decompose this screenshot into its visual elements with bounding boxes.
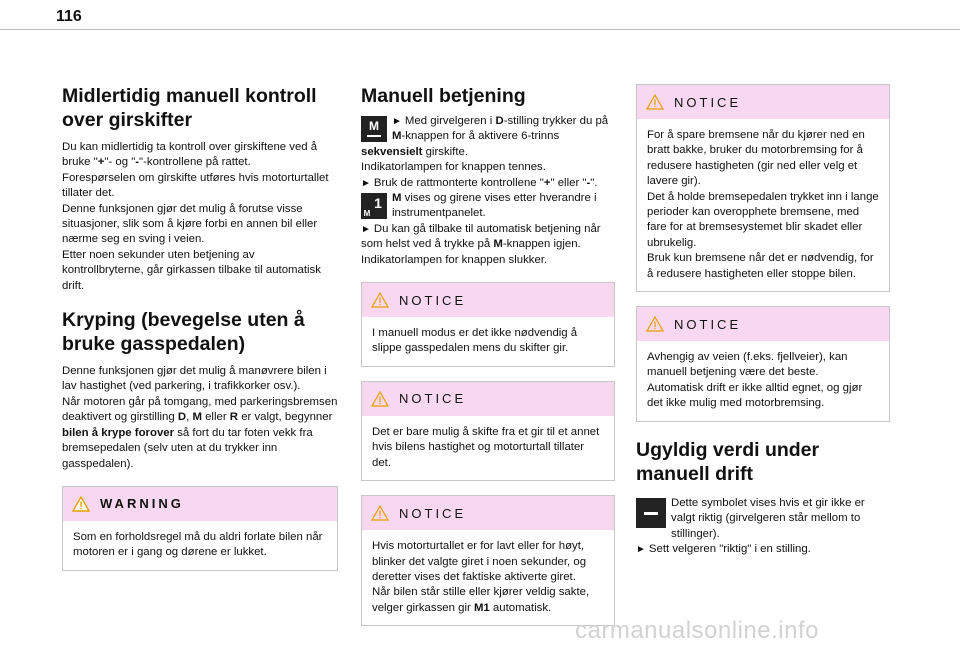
svg-text:M: M [369,119,379,133]
notice-text: Når bilen står stille eller kjører veldig sakte, velger girkassen gir M1 automatisk. [372,586,590,614]
heading-creeping: Kryping (bevegelse uten å bruke gasspedalen) [62,309,305,356]
gear-display-icon [361,193,387,219]
notice-text: Hvis motorturtallet er for lavt eller for høyt, blinker det valgte giret i noen sekunder, og deretter vises det faktiske aktiverte giret. [372,540,587,583]
step-3-note: Indikatorlampen for knappen slukker. [361,253,548,266]
notice-icon [646,94,664,110]
notice-text: Automatisk drift er ikke alltid egnet, og gjør det ikke mulig med motorbremsing. [647,381,863,410]
paragraph: Etter noen sekunder uten betjening av kontrollbryterne, går girkassen tilbake til automatisk drift. [62,248,321,292]
notice-box-3 [361,495,615,626]
paragraph: ► Sett velgeren "riktig" i en stilling. [636,542,811,555]
watermark: carmanualsonline.info [575,617,819,644]
m-button-icon [361,116,387,142]
warning-header [63,487,337,521]
paragraph: Denne funksjonen gjør det mulig å forutse visse situasjoner, slik som å kjøre forbi en annen bil eller nærme seg en sving i veien. [62,202,318,246]
heading-manual-control: Midlertidig manuell kontroll over girskifter [62,85,317,131]
paragraph: Forespørselen om girskifte utføres hvis motorturtallet tillater det. [62,171,329,200]
notice-title: NOTICE [399,292,467,308]
notice-header [362,382,614,416]
notice-box-2 [361,381,615,481]
column-3 [636,84,890,557]
notice-header [362,496,614,530]
warning-icon [72,496,90,512]
svg-text:1: 1 [374,195,382,212]
warning-title: WARNING [100,496,184,512]
step-2-note: M vises og girene vises etter hverandre i instrumentpanelet. [392,192,597,220]
heading-manual-operation: Manuell betjening [361,85,526,107]
notice-box-5 [636,306,890,422]
paragraph: Denne funksjonen gjør det mulig å manøvrere bilen i lav hastighet (ved parkering, i trafikkorker osv.). [62,365,327,393]
notice-title: NOTICE [399,505,467,521]
notice-text: I manuell modus er det ikke nødvendig å slippe gasspedalen mens du skifter gir. [372,327,578,355]
notice-header [362,283,614,317]
paragraph: Du kan midlertidig ta kontroll over girskiftene ved å bruke "+"- og "-"-kontrollene på rattet. [62,141,318,169]
warning-box [62,486,338,571]
paragraph: Når motoren går på tomgang, med parkeringsbremsen deaktivert og girstilling D, M eller R er valgt, begynner bilen å krype forover så fort du tar foten vekk fra bremsepedalen (selv uten at du trykker inn gasspedalen). [62,395,338,470]
notice-icon [371,391,389,407]
notice-title: NOTICE [674,316,742,332]
heading-invalid-value: Ugyldig verdi under manuell drift [636,438,820,485]
notice-title: NOTICE [399,391,467,407]
notice-icon [646,316,664,332]
paragraph: Dette symbolet vises hvis et gir ikke er valgt riktig (girvelgeren står mellom to stillinger). [671,496,865,540]
svg-text:M: M [363,209,371,219]
notice-header [637,307,889,341]
step-1-note: Indikatorlampen for knappen tennes. [361,161,546,174]
notice-icon [371,292,389,308]
notice-box-4 [636,84,890,292]
notice-text: Bruk kun bremsene når det er nødvendig, for å redusere hastigheten eller stoppe bilen. [647,252,874,280]
notice-text: For å spare bremsene når du kjører ned en bratt bakke, bruker du motorbremsing for å redusere hastigheten (gir ned eller velg et lavere gir). [647,129,865,188]
top-divider [0,29,960,30]
steps [361,114,615,268]
notice-title: NOTICE [674,94,742,110]
step-2: ► Bruk de rattmonterte kontrollene "+" eller "-". [361,176,598,189]
step-3: ► Du kan gå tilbake til automatisk betjening når som helst ved å trykke på M-knappen igjen. [361,222,601,251]
notice-text: Det er bare mulig å skifte fra et gir til et annet hvis bilens hastighet og motorturtall tillater det. [372,425,600,469]
page-number: 116 [56,8,82,25]
invalid-gear-icon [636,498,666,528]
notice-icon [371,505,389,521]
notice-text: Det å holde bremsepedalen trykket inn i lange perioder kan overopphete bremsene, med fare for at bremsesystemet blir skadet eller ubrukelig. [647,190,879,249]
notice-box-1 [361,282,615,367]
notice-text: Avhengig av veien (f.eks. fjellveier), kan manuell betjening være det beste. [647,351,848,379]
notice-header [637,85,889,119]
column-2 [361,84,615,640]
warning-text: Som en forholdsregel må du aldri forlate bilen når motoren er i gang og dørene er lukket. [73,530,323,559]
step-1: ► Med girvelgeren i D-stilling trykker du på M-knappen for å aktivere 6-trinns sekvensielt girskifte. [361,115,609,158]
column-1 [62,84,338,585]
